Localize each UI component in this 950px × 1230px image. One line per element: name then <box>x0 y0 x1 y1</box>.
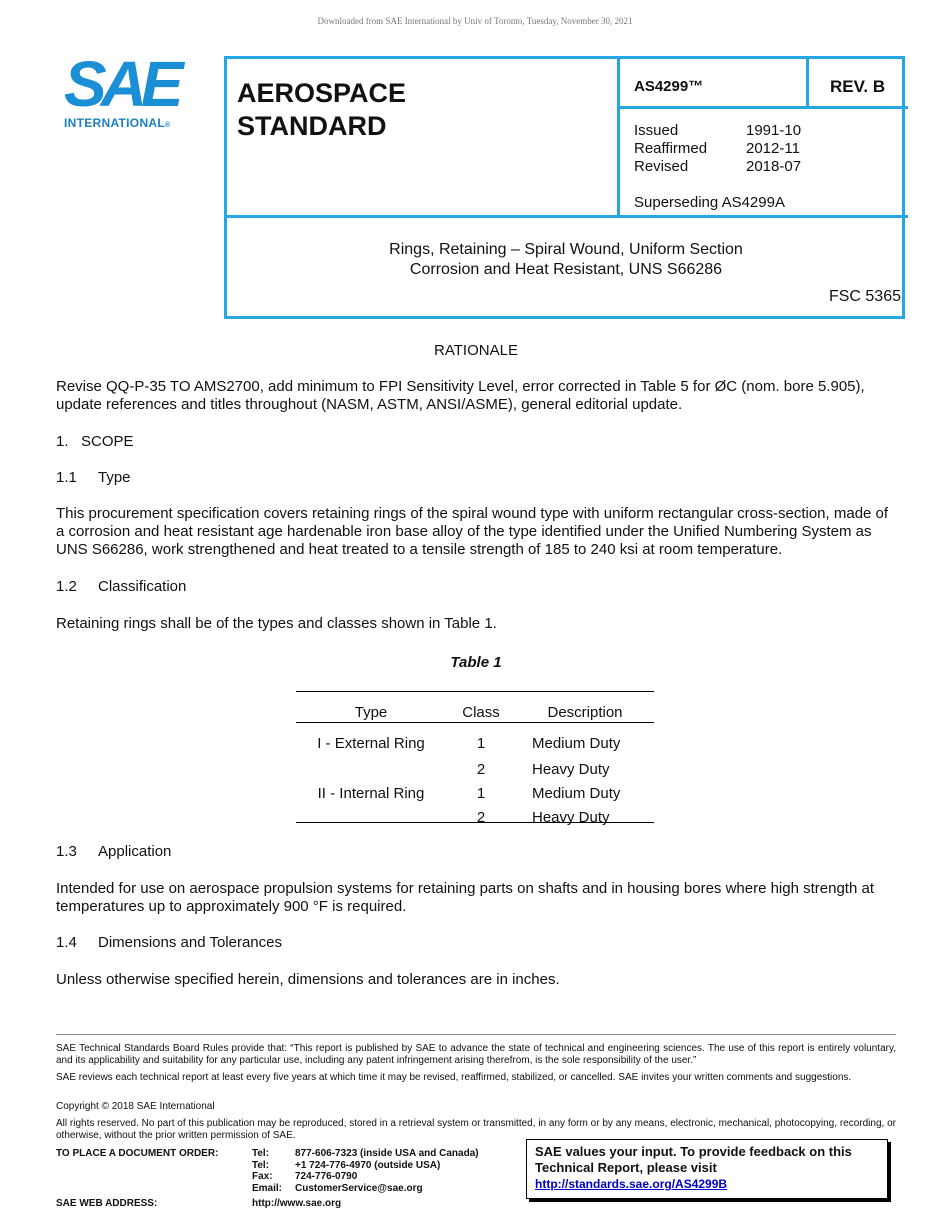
footer-rights-text: All rights reserved. No part of this publication may be reproduced, stored in a retrieval system or transmitted, in any form or by any means, electronic, mechanical, photocopying, recording, or otherwise, without the prior written permission of SAE. <box>56 1118 896 1141</box>
table-header-class: Class <box>462 704 500 721</box>
table-title: Table 1 <box>450 654 502 671</box>
sae-logo <box>64 48 194 136</box>
date-issued: Issued 1991-10 <box>634 122 802 139</box>
feedback-box <box>526 1139 888 1199</box>
footer-copyright: Copyright © 2018 SAE International <box>56 1101 215 1112</box>
rationale-text: Revise QQ-P-35 TO AMS2700, add minimum to FPI Sensitivity Level, error corrected in Table 5 for ØC (nom. bore 5.905), update references and titles throughout (NASM, ASTM, ANSI/ASME), general editorial update. <box>56 378 865 413</box>
header-divider-rev <box>806 56 809 108</box>
download-notice: Downloaded from SAE International by Univ of Toronto, Tuesday, November 30, 2021 <box>317 16 633 26</box>
table-cell: 1 <box>476 785 486 802</box>
subtitle-line2: Corrosion and Heat Resistant, UNS S66286 <box>409 261 723 278</box>
registered-mark: ® <box>165 122 171 129</box>
section-1-1-heading: 1.1 Type <box>56 469 131 486</box>
table-cell: Heavy Duty <box>532 761 610 778</box>
feedback-line1: SAE values your input. To provide feedback on this <box>535 1144 852 1159</box>
document-subtitle <box>224 240 908 280</box>
order-label: TO PLACE A DOCUMENT ORDER: <box>56 1148 219 1159</box>
header-divider <box>224 215 908 218</box>
web-address-label: SAE WEB ADDRESS: <box>56 1198 158 1209</box>
table-1 <box>296 704 654 833</box>
table-header-description: Description <box>547 704 623 721</box>
logo-sub-text: INTERNATIONAL <box>64 116 166 130</box>
table-cell <box>296 761 446 785</box>
section-1-4-text: Unless otherwise specified herein, dimensions and tolerances are in inches. <box>56 971 560 988</box>
table-row <box>296 761 654 785</box>
revision-label: REV. B <box>830 77 886 96</box>
table-cell <box>296 809 446 833</box>
table-header-type: Type <box>354 704 388 721</box>
table-cell: Medium Duty <box>532 785 621 802</box>
contact-line: Email: CustomerService@sae.org <box>252 1182 423 1194</box>
table-cell: 1 <box>476 735 486 752</box>
table-cell: 2 <box>476 761 486 778</box>
superseding: Superseding AS4299A <box>634 194 785 211</box>
document-number: AS4299™ <box>634 78 704 95</box>
subtitle-line1: Rings, Retaining – Spiral Wound, Uniform Section <box>389 241 743 258</box>
order-contacts <box>252 1148 479 1194</box>
contact-line: Tel: 877-606-7323 (inside USA and Canada) <box>252 1148 479 1159</box>
contact-line: Fax: 724-776-0790 <box>252 1171 358 1182</box>
web-address-link[interactable]: http://www.sae.org <box>252 1198 342 1209</box>
table-cell: Heavy Duty <box>532 809 610 826</box>
table-row <box>296 735 654 761</box>
section-1-3-heading: 1.3 Application <box>56 843 172 860</box>
section-heading-scope: 1. SCOPE <box>56 433 134 450</box>
header-divider-number <box>617 106 908 109</box>
table-header-row <box>296 704 654 721</box>
date-revised: Revised 2018-07 <box>634 158 802 175</box>
date-reaffirmed: Reaffirmed 2012-11 <box>634 140 800 157</box>
table-cell: I - External Ring <box>317 735 425 752</box>
section-1-2-heading: 1.2 Classification <box>56 578 187 595</box>
table-row <box>296 785 654 809</box>
table-cell: 2 <box>476 809 486 826</box>
table-rule-top <box>296 691 654 692</box>
table-cell: II - Internal Ring <box>317 785 425 802</box>
table-cell: Medium Duty <box>532 735 621 752</box>
footer-review-text: SAE reviews each technical report at least every five years at which time it may be revised, reaffirmed, stabilized, or cancelled. SAE invites your written comments and suggestions. <box>56 1072 852 1083</box>
doc-type-line2: STANDARD <box>237 111 387 141</box>
footer-rule <box>56 1034 896 1035</box>
header-divider-vertical <box>617 56 620 218</box>
doc-type-line1: AEROSPACE <box>237 78 407 108</box>
contact-line: Tel: +1 724-776-4970 (outside USA) <box>252 1159 441 1171</box>
table-row <box>296 809 654 833</box>
section-1-1-text: This procurement specification covers retaining rings of the spiral wound type with uniform rectangular cross-section, made of a corrosion and heat resistant age hardenable iron base alloy of the type identified under the Unified Numbering System as UNS S66286, work strengthened and heat treated to a tensile strength of 185 to 240 ksi at room temperature. <box>56 505 889 558</box>
rationale-heading: RATIONALE <box>434 342 518 359</box>
section-1-2-text: Retaining rings shall be of the types and classes shown in Table 1. <box>56 615 497 632</box>
document-type <box>237 77 406 143</box>
section-1-3-text: Intended for use on aerospace propulsion systems for retaining parts on shafts and in housing bores where high strength at temperatures up to approximately 900 °F is required. <box>56 880 874 915</box>
feedback-link[interactable]: http://standards.sae.org/AS4299B <box>535 1177 728 1191</box>
feedback-line2: Technical Report, please visit <box>535 1160 717 1175</box>
logo-mark: SAE <box>64 48 178 120</box>
document-dates <box>634 122 801 176</box>
footer-rules-text: SAE Technical Standards Board Rules provide that: “This report is published by SAE to advance the state of technical and engineering sciences. The use of this report is entirely voluntary, and its applicability and suitability for any particular use, including any patent infringement arising therefrom, is the sole responsibility of the user.” <box>56 1043 896 1066</box>
section-1-4-heading: 1.4 Dimensions and Tolerances <box>56 934 282 951</box>
fsc-code: FSC 5365 <box>828 288 901 305</box>
